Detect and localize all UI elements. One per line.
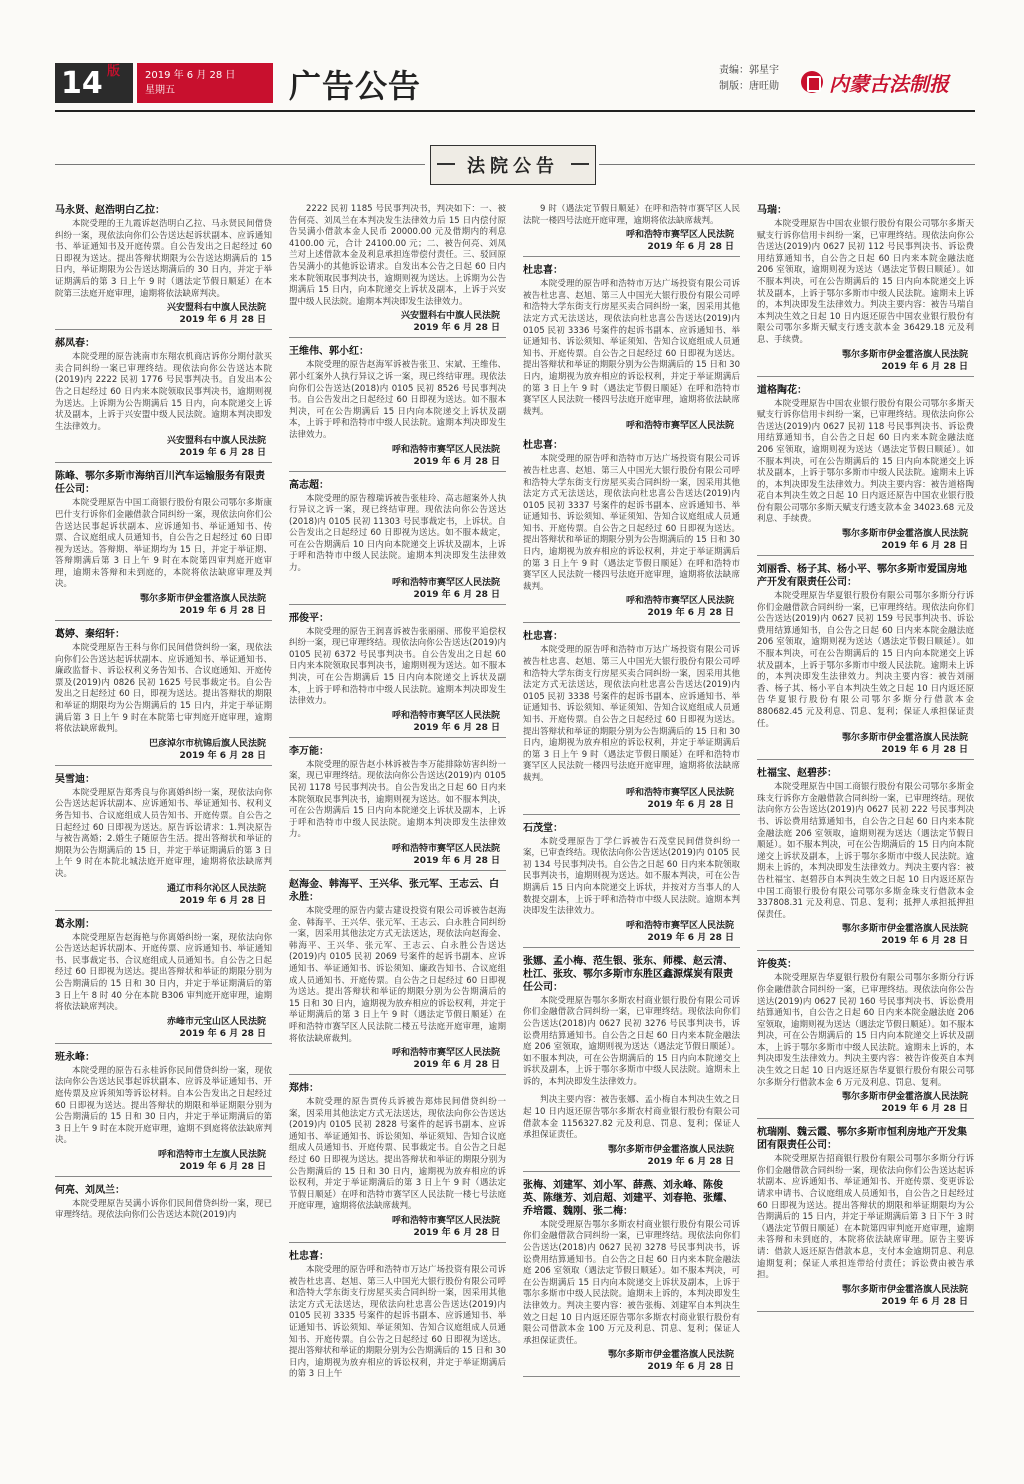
notice-body: 本院受理的原告贾传兵诉被告郑炜民间借贷纠纷一案，因采用其他法定方式无法送达，现依法向你公告送达(2019)内 0105 民初 2828 号案件的起诉书副本、应诉通知书、举证通知书、诉讼须知、举证须知、告知合议庭组成人员通知书、开庭传票、民事裁定书。自公告之日起经过 60 日即视为送达。提出答辩状和举证的期限分别为公告期满后的 15 日和 30 日内，逾期视为放弃相应的诉讼权利，并定于举证期满后的第 3 日上午 9 时（遇法定节假日顺延）在呼和浩特市赛罕区人民法院一楼七号法庭开庭审理，逾期将依法缺席裁判。 [289,1097,506,1212]
court-notice [757,384,974,557]
notice-court: 呼和浩特市赛罕区人民法院 [391,843,500,854]
court-notice [55,1184,272,1222]
notice-court: 呼和浩特市赛罕区人民法院 [391,1048,500,1059]
notice-body: 本院受理原告丁学仁诉被告石茂堂民间借贷纠纷一案，已审查终结。现依法向你公告送达(2019)内 0105 民初 134 号民事判决书。自公告之日起 60 日内来本院领取民事判决书，逾期则视为送达。如不服本判决，可在公告期满后 15 日内向本院递交上诉状，并按对方当事人的人数提交副本，上诉于呼和浩特市中级人民法院。逾期本判决即发生法律效力。 [523,836,740,917]
notice-court: 鄂尔多斯市伊金霍洛旗人民法院 [841,733,968,744]
notice-date: 2019 年 6 月 28 日 [179,750,266,761]
notice-date: 2019 年 6 月 28 日 [179,315,266,326]
court-notice [55,628,272,766]
notice-body: 本院受理的原告穆瑞诉被告张桂玲、高志超案外人执行异议之诉一案，现已终结审理。现依法向你公告送达(2018)内 0105 民初 11303 号民事裁定书，上诉状。自公告发出之日起经过 60 日即视为送达。如不服本裁定，可在公告期满后 10 日内向本院递交上诉状及副本，上诉于呼和浩特市中级人民法院。逾期本判决即发生法律效力。 [289,493,506,574]
notice-divider [55,329,272,330]
notice-divider [55,620,272,621]
notice-body: 本院受理的原告呼和浩特市万达广场投资有限公司诉被告杜忠喜、赵旭、第三人中国光大银行股份有限公司呼和浩特大学东街支行房屋买卖合同纠纷一案，因采用其他法定方式无法送达，现依法向杜忠喜公告送达(2019)内 0105 民初 3337 号案件的起诉书副本、应诉通知书、举证通知书、诉讼须知、举证须知、告知合议庭组成人员通知书、开庭传票。自公告之日起经过 60 日即视为送达。提出答辩状和举证的期限分别为公告期满后的 15 日和 30 日内，逾期视为放弃相应的诉讼权利，并定于举证期满后的第 3 日上午 9 时（遇法定节假日顺延）在呼和浩特市赛罕区人民法院一楼四号法庭开庭审理，逾期将依法缺席裁判。 [523,454,740,592]
notice-date: 2019 年 6 月 28 日 [881,1104,968,1115]
notice-court: 呼和浩特市赛罕区人民法院 [625,421,734,432]
notice-court: 呼和浩特市赛罕区人民法院 [625,596,734,607]
notice-column [55,204,272,1470]
court-notice [289,612,506,738]
header-rule [55,110,975,112]
notice-addressee: 张梅、刘建军、刘小军、薛燕、刘永峰、陈俊英、陈继芳、刘启超、刘建平、刘春艳、张耀、乔培霞、魏刚、张二梅： [523,1179,733,1217]
notice-body: 本院受理原告吴满小诉你们民间借贷纠纷一案，现已审理终结。现依法向你们公告送达本院(2019)内 [55,1198,272,1221]
court-notice [55,337,272,463]
notice-court: 呼和浩特市赛罕区人民法院 [625,920,734,931]
court-notice [523,630,740,814]
section-banner [430,145,596,185]
notice-date: 2019 年 6 月 28 日 [647,242,734,253]
notice-body: 本院受理的原告内蒙古建设投资有限公司诉被告赵海金、韩海平、王兴华、张元军、王志云、白永胜合同纠纷一案，因采用其他法定方式无法送达，现依法向赵海金、韩海平、王兴华、张元军、王志云、白永胜公告送达(2019)内 0105 民初 2069 号案件的起诉书副本、应诉通知书、举证通知书、诉讼须知、廉政告知书、合议庭组成人员通知书、开庭传票。自公告之日起经过 60 日即视为送达。提出答辩状和举证的期限分别为公告期满后的 15 日和 30 日内，逾期视为放弃相应的诉讼权利，并定于举证期满后的第 3 日上午 9 时（遇法定节假日顺延）在呼和浩特市赛罕区人民法院二楼五号法庭开庭审理，逾期将依法缺席裁判。 [289,905,506,1044]
court-notice [55,470,272,621]
notice-addressee: 葛婷、秦绍轩： [55,629,125,641]
notice-court: 巴彦淖尔市杭锦后旗人民法院 [148,738,266,749]
notice-court: 鄂尔多斯市伊金霍洛旗人民法院 [841,1092,968,1103]
notice-addressee: 石茂堂： [523,822,563,834]
notice-addressee: 杭瑞刚、魏云霞、鄂尔多斯市恒利房地产开发集团有限责任公司： [757,1127,967,1152]
logo-icon [801,71,823,93]
notice-date: 2019 年 6 月 28 日 [179,448,266,459]
notice-body: 本院受理的原告洮南市东翔农机商店诉你分期付款买卖合同纠纷一案已审理终结。现依法向你公告送达本院(2019)内 2222 民初 1776 号民事判决书。自发出本公告之日起经过 60 日内来本院领取民事判决书，逾期则视为送达。上诉期为公告期满后 15 日内，向本院递交上诉状及副本，上诉于兴安盟中级人民法院。逾期本判决即发生法律效力。 [55,352,272,432]
notice-date: 2019 年 6 月 28 日 [413,456,500,467]
notice-addressee: 刘丽香、杨子其、杨小平、鄂尔多斯市爱国房地产开发有限责任公司： [757,564,967,589]
notice-court: 鄂尔多斯市伊金霍洛旗人民法院 [607,1350,734,1361]
notice-divider [757,759,974,760]
notice-date: 2019 年 6 月 28 日 [881,541,968,552]
court-notice [757,958,974,1119]
notice-addressee: 何亮、刘凤兰： [55,1184,125,1196]
notice-addressee: 张娜、孟小梅、范生银、张东、师樑、赵云清、杜江、张玫、鄂尔多斯市东胜区鑫源煤炭有限责任公司： [523,955,733,993]
producer-credit: 制版：唐旺勋 [719,81,779,92]
issue-weekday: 星期五 [145,85,175,96]
notice-body: 本院受理原告华夏银行股份有限公司鄂尔多斯分行诉你们金融借款合同纠纷一案，已审理终结。现依法向你们公告送达(2019)内 0627 民初 159 号民事判决书、诉讼费用结算通知书，自公告之日起 60 日内来本院金融法庭 206 室领取，逾期则视为送达（遇法定节假日顺延）。如不服本判决，可在公告期满后的 15 日内向本院递交上诉状及副本，上诉于鄂尔多斯市中级人民法院。逾期未上诉的，本判决即发生法律效力。判决主要内容：被告刘丽香、杨子其、杨小平自本判决生效之日起 10 日内返还原告华夏银行股份有限公司鄂尔多斯分行借款本金 880682.45 元及利息、罚息、复利；保证人承担保证责任。 [757,591,974,729]
notice-addressee: 杜忠喜： [523,265,563,277]
notice-addressee: 高志超： [289,479,329,491]
notice-date: 2019 年 6 月 28 日 [413,1060,500,1071]
notice-body: 本院受理的原告赵海军诉被告张卫、宋斌、王维伟、郭小红案外人执行异议之诉一案，现已终结审理。现依法向你们公告送达(2018)内 0105 民初 8526 号民事判决书。自公告发出之日起经过 60 日即视为送达。如不服本判决，可在公告期满后 15 日内向本院递交上诉状及副本，上诉于呼和浩特市中级人民法院。逾期本判决即发生法律效力。 [289,360,506,440]
notice-court: 呼和浩特市赛罕区人民法院 [391,577,500,588]
notice-divider [55,765,272,766]
issue-date: 2019 年 6 月 28 日 [145,70,236,81]
notice-date: 2019 年 6 月 28 日 [179,1028,266,1039]
notice-date: 2019 年 6 月 28 日 [413,589,500,600]
notice-divider [55,910,272,911]
notice-court: 呼和浩特市赛罕区人民法院 [625,787,734,798]
masthead [55,63,975,107]
notice-body: 本院受理的原告赵小林诉被告李万能排除妨害纠纷一案，现已审理终结。现依法向你公告送达(2019)内 0105 民初 1178 号民事判决书。自公告发出之日起 60 日内来本院领取民事判决书，逾期则视为送达。如不服本判决，可在公告期满后 15 日内向本院递交上诉状及副本，上诉于呼和浩特市中级人民法院。逾期本判决即发生法律效力。 [289,759,506,840]
notice-court: 鄂尔多斯市伊金霍洛旗人民法院 [607,1144,734,1155]
notice-divider [757,376,974,377]
court-notice [757,563,974,760]
notice-court: 呼和浩特市赛罕区人民法院 [391,710,500,721]
notice-court: 赤峰市元宝山区人民法院 [166,1016,266,1027]
editor-credit: 责编：郭星宇 [719,65,779,76]
notice-court: 兴安盟科右中旗人民法院 [166,303,266,314]
notice-body: 本院受理原告鄂尔多斯农村商业银行股份有限公司诉你们金融借款合同纠纷一案，已审理终结。现依法向你们公告送达(2018)内 0627 民初 3276 号民事判决书，诉讼费用结算通知书。自公告之日起 60 日内来本院金融法庭 206 室领取，逾期则视为送达（遇法定节假日顺延）。如不服本判决，可在公告期满后的 15 日内向本院递交上诉状及副本，上诉于鄂尔多斯市中级人民法院。逾期未上诉的，本判决即发生法律效力。 [523,995,740,1087]
notice-divider [523,1376,740,1377]
notice-addressee: 王维伟、郭小红： [289,346,369,358]
notice-body: 2222 民初 1185 号民事判决书，判决如下：一、被告何亮、刘凤兰在本判决发生法律效力后 15 日内偿付原告吴满小借款本金人民币 20000.00 元及借期内的利息 4100.00 元，合计 24100.00 元；二、被告何亮、刘凤兰对上述借款本金及利息承担连带偿付责任。三、驳回原告吴满小的其他诉讼请求。自发出本公告之日起 60 日内来本院领取民事判决书，逾期则视为送达。上诉期为公告期满后 15 日内，向本院递交上诉状及副本，上诉于兴安盟中级人民法院。逾期本判决即发生法律效力。 [289,204,506,307]
notice-court: 鄂尔多斯市伊金霍洛旗人民法院 [139,594,266,605]
section-title: 广告公告 [289,67,422,105]
notice-body: 本院受理的原告呼和浩特市万达广场投资有限公司诉被告杜忠喜、赵旭、第三人中国光大银行股份有限公司呼和浩特大学东街支行房屋买卖合同纠纷一案，因采用其他法定方式无法送达，现依法向杜忠喜公告送达(2019)内 0105 民初 3338 号案件的起诉书副本、应诉通知书、举证通知书、诉讼须知、举证须知、告知合议庭组成人员通知书、开庭传票。自公告之日起经过 60 日即视为送达。提出答辩状和举证的期限分别为公告期满后的 15 日和 30 日内，逾期视为放弃相应的诉讼权利，并定于举证期满后的第 3 日上午 9 时（遇法定节假日顺延）在呼和浩特市赛罕区人民法院一楼四号法庭开庭审理，逾期将依法缺席裁判。 [523,645,740,783]
notice-divider [55,462,272,463]
notice-court: 兴安盟科右中旗人民法院 [166,436,266,447]
court-notice [289,745,506,871]
notice-column [523,204,740,1470]
notice-court: 兴安盟科右中旗人民法院 [400,311,500,322]
notice-court: 鄂尔多斯市伊金霍洛旗人民法院 [841,924,968,935]
court-notice [55,918,272,1044]
court-notice [55,1051,272,1177]
notice-body: 判决主要内容：被告张娜、孟小梅自本判决生效之日起 10 日内返还原告鄂尔多斯农村商业银行股份有限公司借款本金 1156327.82 元及利息、罚息、复利；保证人承担保证责任。 [523,1095,740,1141]
notice-divider [523,622,740,623]
notice-body: 本院受理原告王科与你们民间借贷纠纷一案，现依法向你们公告送达起诉状副本、应诉通知书、举证通知书、廉政监督卡、诉讼权利义务告知书、合议庭通知、开庭传票及(2019)内 0826 民初 1625 号民事裁定书。自公告发出之日起经过 60 日，即视为送达。提出答辩状的期限和举证的期限均为公告期满后的 15 日内，并定于举证期满后第 3 日上午 9 时在本院第七审判庭开庭审理，逾期将依法缺席裁判。 [55,643,272,735]
notice-body: 本院受理原告中国工商银行股份有限公司鄂尔多斯金珠支行诉你方金融借款合同纠纷一案，已审理终结。现依法向你方公告送达(2019)内 0627 民初 222 号民事判决书、诉讼费用结算通知书，自公告之日起 60 日内来本院金融法庭 206 室领取，逾期则视为送达（遇法定节假日顺延）。如不服本判决，可在公告期满后的 15 日内向本院递交上诉状及副本，上诉于鄂尔多斯市中级人民法院。逾期未上诉的，本判决即发生法律效力。判决主要内容：被告杜福宝、赵碧莎自本判决生效之日起 10 日内返还原告中国工商银行股份有限公司鄂尔多斯金珠支行借款本金 337808.31 元及利息、罚息、复利；抵押人承担抵押担保责任。 [757,782,974,920]
notice-addressee: 杜忠喜： [523,440,563,452]
notice-body: 本院受理的原告呼和浩特市万达广场投资有限公司诉被告杜忠喜、赵旭、第三人中国光大银行股份有限公司呼和浩特大学东街支行房屋买卖合同纠纷一案，因采用其他法定方式无法送达，现依法向杜忠喜公告送达(2019)内 0105 民初 3335 号案件的起诉书副本、应诉通知书、举证通知书、诉讼须知、举证须知、告知合议庭组成人员通知书、开庭传票。自公告之日起经过 60 日即视为送达。提出答辩状和举证的期限分别为公告期满后的 15 日和 30 日内，逾期视为放弃相应的诉讼权利，并定于举证期满后的第 3 日上午 [289,1265,506,1380]
notice-date: 2019 年 6 月 28 日 [881,361,968,372]
notice-divider [289,471,506,472]
court-notice [523,955,740,1089]
notice-body: 本院受理原告中国农业银行股份有限公司鄂尔多斯天赋支行诉你信用卡纠纷一案，已审理终结。现依法向你公告送达(2019)内 0627 民初 118 号民事判决书、诉讼费用结算通知书，自公告之日起 60 日内来本院金融法庭 206 室领取，逾期则视为送达（遇法定节假日顺延）。如不服本判决，可在公告期满后的 15 日内向本院递交上诉状及副本，上诉于鄂尔多斯市中级人民法院。逾期未上诉的，本判决即发生法律效力。判决主要内容：被告道格陶花自本判决生效之日起 10 日内返还原告中国农业银行股份有限公司鄂尔多斯天赋支行透支款本金 34023.68 元及利息、手续费。 [757,398,974,525]
notice-divider [289,1242,506,1243]
banner-title: 法院公告 [467,156,559,177]
notice-column [757,204,974,1470]
page-suffix: 版 [107,64,121,79]
notice-court: 鄂尔多斯市伊金霍洛旗人民法院 [841,1284,968,1295]
notice-divider [523,947,740,948]
notice-divider [289,1074,506,1075]
court-notice [289,204,506,338]
court-notice [523,1095,740,1171]
notice-body: 本院受理的原告石永桂诉你民间借贷纠纷一案，现依法向你公告送达民事起诉状副本、应诉及举证通知书、开庭传票及应诉须知等诉讼材料。自本公告发出之日起经过 60 日即视为送达。提出答辩状的期限和举证期限分别为公告期满后的 15 日和 30 日内，并定于举证期满后的第 3 日上午 9 时在本院开庭审理，逾期不到庭将依法缺席判决。 [55,1065,272,1146]
notice-body: 本院受理的原告呼和浩特市万达广场投资有限公司诉被告杜忠喜、赵旭、第三人中国光大银行股份有限公司呼和浩特大学东街支行房屋买卖合同纠纷一案，因采用其他法定方式无法送达，现依法向杜忠喜公告送达(2019)内 0105 民初 3336 号案件的起诉书副本、应诉通知书、举证通知书、诉讼须知、举证须知、告知合议庭组成人员通知书、开庭传票。自公告之日起经过 60 日即视为送达。提出答辩状和举证的期限分别为公告期满后的 15 日和 30 日内，逾期视为放弃相应的诉讼权利，并定于举证期满后的第 3 日上午 9 时（遇法定节假日顺延）在呼和浩特市赛罕区人民法院一楼四号法庭开庭审理，逾期将依法缺席裁判。 [523,279,740,417]
notice-divider [523,256,740,257]
notice-divider [289,337,506,338]
page-number: 14 [61,65,103,101]
notice-addressee: 李万能： [289,745,329,757]
notice-date: 2019 年 6 月 28 日 [179,1161,266,1172]
notice-date: 2019 年 6 月 28 日 [647,799,734,810]
court-notice [757,1126,974,1312]
notice-addressee: 班永峰： [55,1051,95,1063]
court-notice [757,204,974,377]
notice-column [289,204,506,1470]
notice-body: 本院受理原告招商银行股份有限公司鄂尔多斯分行诉你们金融借款合同纠纷一案，现依法向你们公告送达起诉状副本、应诉通知书、举证通知书、开庭传票、变更诉讼请求申请书、合议庭组成人员通知书，自公告之日起经过 60 日即视为送达。提出答辩状的期限和举证期限均为公告期满后的 15 日内，并定于举证期满后第 3 日下午 3 时（遇法定节假日顺延）在本院第四审判庭开庭审理，逾期未答辩和未到庭的，本院将依法缺席审理。原告主要诉请：借款人返还原告借款本息，支付本金逾期罚息、利息逾期复利；保证人承担连带给付责任；诉讼费由被告承担。 [757,1154,974,1281]
notice-divider [523,1171,740,1172]
notice-addressee: 郝凤春： [55,338,95,350]
notice-addressee: 吴雪迪： [55,773,95,785]
notice-body: 本院受理原告赵海艳与你离婚纠纷一案，现依法向你公告送达起诉状副本、开庭传票、应诉通知书、举证通知书、民事裁定书、合议庭组成人员通知书。自公告之日起经过 60 日即视为送达。提出答辩状和举证的期限分别为公告期满后的 15 日和 30 日内，并定于举证期满后的第 3 日上午 8 时 40 分在本院 B306 审判庭开庭审理，逾期将依法缺席判决。 [55,932,272,1013]
court-notice [289,345,506,471]
notice-divider [55,1176,272,1177]
notice-divider [757,555,974,556]
court-notice [289,878,506,1075]
notice-date: 2019 年 6 月 28 日 [413,722,500,733]
notice-divider [757,1118,974,1119]
notice-date: 2019 年 6 月 28 日 [881,745,968,756]
notice-date: 2019 年 6 月 28 日 [881,936,968,947]
notice-addressee: 许俊英： [757,959,797,971]
court-notice [289,479,506,605]
credits [719,63,779,95]
notice-addressee: 郑炜： [289,1083,319,1095]
notice-court: 鄂尔多斯市伊金霍洛旗人民法院 [841,529,968,540]
notice-divider [757,1311,974,1312]
notice-divider [55,1043,272,1044]
notice-body: 本院受理原告中国农业银行股份有限公司鄂尔多斯天赋支行诉你信用卡纠纷一案，已审理终结。现依法向你公告送达(2019)内 0627 民初 112 号民事判决书、诉讼费用结算通知书，自公告之日起 60 日内来本院金融法庭 206 室领取，逾期则视为送达（遇法定节假日顺延）。如不服本判决，可在公告期满后的 15 日内向本院递交上诉状及副本，上诉于鄂尔多斯市中级人民法院。逾期未上诉的，本判决即发生法律效力。判决主要内容：被告马瑞自本判决生效之日起 10 日内返还原告中国农业银行股份有限公司鄂尔多斯天赋支行透支款本金 36429.18 元及利息、手续费。 [757,219,974,345]
notice-body: 本院受理原告鄂尔多斯农村商业银行股份有限公司诉你们金融借款合同纠纷一案，已审理终结。现依法向你们公告送达(2018)内 0627 民初 3278 号民事判决书，诉讼费用结算通知书。自公告之日起 60 日内来本院金融法庭 206 室领取（遇法定节假日顺延）。如不服本判决，可在公告期满后 15 日内向本院递交上诉状及副本，上诉于鄂尔多斯市中级人民法院。逾期未上诉的，本判决即发生法律效力。判决主要内容：被告张梅、刘建军自本判决生效之日起 10 日内返还原告鄂尔多斯农村商业银行股份有限公司借款本金 100 万元及利息、罚息、复利；保证人承担保证责任。 [523,1219,740,1346]
notice-court: 呼和浩特市赛罕区人民法院 [391,444,500,455]
notice-addressee: 杜福宝、赵碧莎： [757,768,837,780]
notice-body: 本院受理原告中国工商银行股份有限公司鄂尔多斯康巴什支行诉你们金融借款合同纠纷一案，现依法向你们公告送达民事起诉状副本、应诉通知书、举证通知书、传票、合议庭组成人员通知书，自公告之日起经过 60 日即视为送达。答辩期、举证期均为 15 日，并定于举证期、答辩期满后第 3 日上午 9 时在本院第四审判庭开庭审理，逾期未答辩和未到庭的，本院将依法缺席审理及判决。 [55,498,272,590]
notice-addressee: 葛永刚： [55,918,95,930]
notice-court: 呼和浩特市土左旗人民法院 [157,1149,266,1160]
court-notice [523,204,740,257]
newspaper-logo [801,67,981,97]
notice-body: 本院受理原告华夏银行股份有限公司鄂尔多斯分行诉你金融借款合同纠纷一案，已审理终结。现依法向你公告送达(2019)内 0627 民初 160 号民事判决书、诉讼费用结算通知书，自公告之日起 60 日内来本院金融法庭 206 室领取，逾期则视为送达（遇法定节假日顺延）。如不服本判决，可在公告期满后的 15 日内向本院递交上诉状及副本，上诉于鄂尔多斯市中级人民法院。逾期未上诉的，本判决即发生法律效力。判决主要内容：被告许俊英自本判决生效之日起 10 日内返还原告华夏银行股份有限公司鄂尔多斯分行借款本金 6 万元及利息、罚息、复利。 [757,973,974,1088]
notice-addressee: 杜忠喜： [523,631,563,643]
court-notice [289,1082,506,1243]
notice-addressee: 马瑞： [757,205,787,216]
newspaper-name: 内蒙古法制报 [829,71,949,96]
notice-body: 本院受理原告郑秀良与你离婚纠纷一案，现依法向你公告送达起诉状副本、应诉通知书、举证通知书、权利义务告知书、合议庭组成人员告知书、开庭传票。自公告之日起经过 60 日即视为送达。原告诉讼请求：1.判决原告与被告离婚；2.婚生子随原告生活。提出答辩状和举证的期限为公告期满后的 15 日，并定于举证期满后的第 3 日上午 9 时在本院北城法庭开庭审理，逾期将依法缺席判决。 [55,787,272,879]
notice-addressee: 马永贤、赵浩明白乙拉： [55,205,165,216]
notice-date: 2019 年 6 月 28 日 [647,1362,734,1373]
court-notice [55,204,272,330]
court-notice [757,767,974,951]
notice-divider [289,870,506,871]
banner-left-line [55,164,425,165]
court-notice [523,439,740,623]
notice-date: 2019 年 6 月 28 日 [647,608,734,619]
notice-court: 呼和浩特市赛罕区人民法院 [391,1216,500,1227]
notice-date: 2019 年 6 月 28 日 [413,1228,500,1239]
notice-date: 2019 年 6 月 28 日 [179,895,266,906]
notice-date: 2019 年 6 月 28 日 [647,932,734,943]
notice-addressee: 赵海金、韩海平、王兴华、张元军、王志云、白永胜： [289,878,499,903]
notice-divider [289,737,506,738]
page-number-block [55,63,133,103]
notice-date: 2019 年 6 月 28 日 [881,1296,968,1307]
court-notice [523,264,740,432]
court-notice [523,822,740,948]
notice-divider [289,604,506,605]
notice-date: 2019 年 6 月 28 日 [647,1156,734,1167]
notice-divider [757,950,974,951]
notice-addressee: 陈峰、鄂尔多斯市海纳百川汽车运输服务有限责任公司： [55,471,265,496]
notice-divider [523,814,740,815]
notice-court: 呼和浩特市赛罕区人民法院 [625,230,734,241]
court-notice [523,1179,740,1378]
notice-addressee: 邢俊平： [289,612,329,624]
notice-body: 9 时（遇法定节假日顺延）在呼和浩特市赛罕区人民法院一楼四号法庭开庭审理，逾期将依法缺席裁判。 [523,204,740,226]
banner-right-line [599,164,975,165]
notice-addressee: 杜忠喜： [289,1251,329,1263]
notice-body: 本院受理的原告王润喜诉被告张丽丽、邢俊平追偿权纠纷一案，现已审理终结。现依法向你公告送达(2019)内 0105 民初 6372 号民事判决书。自公告发出之日起 60 日内来本院领取民事判决书，逾期则视为送达。如不服本判决，可在公告期满后 15 日内向本院递交上诉状及副本，上诉于呼和浩特市中级人民法院。逾期本判决即发生法律效力。 [289,626,506,707]
issue-date-block [137,63,273,103]
notice-body: 本院受理的王九霞诉赵浩明白乙拉、马永贤民间借贷纠纷一案，现依法向你们公告送达起诉状副本、应诉通知书、举证通知书及开庭传票。自公告发出之日起经过 60 日即视为送达。提出答辩状期限为公告送达期满后的 15 日内，举证期限为公告送达期满后的 30 日内，并定于举证期满后的第 3 日上午 9 时（遇法定节假日顺延）在本院第三法庭开庭审理，逾期将依法缺席判决。 [55,219,272,299]
notice-date: 2019 年 6 月 28 日 [413,323,500,334]
notice-date: 2019 年 6 月 28 日 [179,606,266,617]
court-notice [289,1250,506,1381]
court-notice [55,773,272,911]
notice-columns [55,204,975,1470]
notice-court: 鄂尔多斯市伊金霍洛旗人民法院 [841,349,968,360]
notice-addressee: 道格陶花： [757,384,807,396]
notice-date: 2019 年 6 月 28 日 [413,855,500,866]
notice-court: 通辽市科尔沁区人民法院 [166,883,266,894]
